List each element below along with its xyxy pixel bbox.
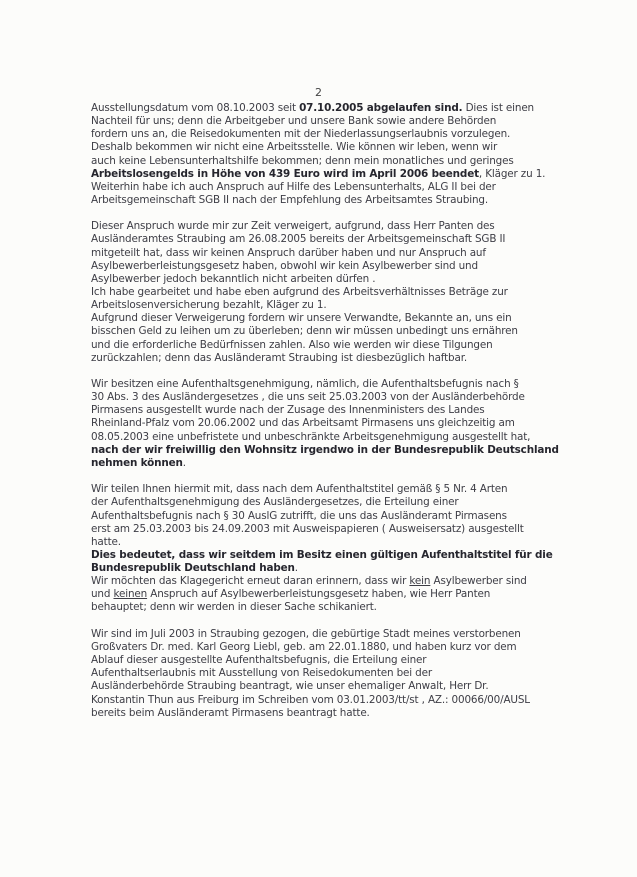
bold-text: nehmen können [91, 456, 183, 469]
text-segment: Ich habe gearbeitet und habe eben aufgrund des Arbeitsverhältnisses Beträge zur [91, 286, 508, 299]
text-segment: mitgeteilt hat, dass wir keinen Anspruch darüber haben und nur Anspruch auf [91, 246, 486, 259]
text-line [91, 641, 571, 654]
text-line [91, 102, 571, 115]
paragraph [91, 220, 571, 365]
text-line [91, 339, 571, 352]
text-segment: behauptet; denn wir werden in dieser Sache schikaniert. [91, 601, 377, 614]
underlined-text: kein [409, 575, 431, 588]
text-segment: Dieser Anspruch wurde mir zur Zeit verweigert, aufgrund, dass Herr Panten des [91, 220, 495, 233]
bold-text: Bundesrepublik Deutschland haben [91, 562, 295, 575]
text-segment: Großvaters Dr. med. Karl Georg Liebl, geb. am 22.01.1880, und haben kurz vor dem [91, 640, 517, 653]
text-segment: und [91, 588, 114, 601]
text-line [91, 155, 571, 168]
text-segment: Dies ist einen [462, 102, 534, 114]
text-segment: . [294, 562, 298, 575]
paragraph-gap [91, 470, 571, 483]
paragraph [91, 378, 571, 470]
text-line [91, 325, 571, 338]
document-body [91, 102, 571, 720]
text-line [91, 707, 571, 720]
text-segment: 30 Abs. 3 des Ausländergesetzes , die uns seit 25.03.2003 von der Ausländerbehörde [91, 391, 525, 404]
bold-text: nach der wir freiwillig den Wohnsitz irgendwo in der Bundesrepublik Deutschland [91, 443, 559, 456]
text-line [91, 562, 571, 575]
text-segment: Asylbewerberleistungsgesetz haben, obwohl wir kein Asylbewerber sind und [91, 259, 478, 272]
text-segment: Rheinland-Pfalz vom 20.06.2002 und das Arbeitsamt Pirmasens uns gleichzeitig am [91, 417, 515, 430]
paragraph-gap [91, 207, 571, 220]
text-segment: der Aufenthaltsgenehmigung des Ausländergesetzes, die Erteilung einer [91, 496, 459, 509]
text-segment: Weiterhin habe ich auch Anspruch auf Hilfe des Lebensunterhalts, ALG II bei der [91, 180, 496, 193]
text-line [91, 233, 571, 246]
text-line [91, 378, 571, 391]
text-segment: Wir besitzen eine Aufenthaltsgenehmigung, nämlich, die Aufenthaltsbefugnis nach § [91, 378, 519, 391]
text-segment: erst am 25.03.2003 bis 24.09.2003 mit Ausweispapieren ( Ausweisersatz) ausgestellt [91, 522, 524, 535]
bold-text: 07.10.2005 abgelaufen sind. [299, 102, 463, 114]
text-segment: zurückzahlen; denn das Ausländeramt Straubing ist diesbezüglich haftbar. [91, 351, 468, 364]
text-line [91, 299, 571, 312]
text-line [91, 115, 571, 128]
text-line [91, 417, 571, 430]
text-line [91, 181, 571, 194]
text-segment: Ausländeramtes Straubing am 26.08.2005 bereits der Arbeitsgemeinschaft SGB II [91, 233, 506, 246]
text-line [91, 128, 571, 141]
text-line [91, 141, 571, 154]
text-line [91, 667, 571, 680]
text-line [91, 273, 571, 286]
text-segment: Arbeitsgemeinschaft SGB II nach der Empfehlung des Arbeitsamtes Straubing. [91, 193, 489, 206]
text-segment: Wir möchten das Klagegericht erneut daran erinnern, dass wir [91, 575, 410, 588]
text-line [91, 312, 571, 325]
paragraph-gap [91, 615, 571, 628]
text-segment: Wir teilen Ihnen hiermit mit, dass nach dem Aufenthaltstitel gemäß § 5 Nr. 4 Arten [91, 483, 508, 496]
paragraph [91, 628, 571, 720]
text-segment: Konstantin Thun aus Freiburg im Schreiben vom 03.01.2003/tt/st , AZ.: 00066/00/AUSL [91, 693, 530, 706]
underlined-text: keinen [113, 588, 148, 601]
text-line [91, 483, 571, 496]
text-segment: 08.05.2003 eine unbefristete und unbeschränkte Arbeitsgenehmigung ausgestellt hat, [91, 430, 531, 443]
text-segment: Aufgrund dieser Verweigerung fordern wir unsere Verwandte, Bekannte an, uns ein [91, 312, 512, 325]
text-line [91, 431, 571, 444]
text-segment: bereits beim Ausländeramt Pirmasens beantragt hatte. [91, 706, 370, 719]
text-line [91, 247, 571, 260]
text-segment: hatte. [91, 535, 121, 548]
text-line [91, 496, 571, 509]
text-segment: Anspruch auf Asylbewerberleistungsgesetz haben, wie Herr Panten [147, 588, 491, 601]
text-segment: bisschen Geld zu leihen um zu überleben; denn wir müssen unbedingt uns ernähren [91, 325, 518, 338]
text-line [91, 654, 571, 667]
text-segment: Pirmasens ausgestellt wurde nach der Zusage des Innenministers des Landes [91, 404, 485, 417]
paragraph [91, 102, 571, 207]
text-segment: Ausstellungsdatum vom 08.10.2003 seit [91, 102, 300, 114]
text-segment: fordern uns an, die Reisedokumenten mit der Niederlassungserlaubnis vorzulegen. [91, 128, 511, 141]
text-segment: Ausländerbehörde Straubing beantragt, wie unser ehemaliger Anwalt, Herr Dr. [91, 680, 489, 693]
text-segment: Wir sind im Juli 2003 in Straubing gezogen, die gebürtige Stadt meines verstorbenen [91, 627, 521, 640]
text-segment: auch keine Lebensunterhaltshilfe bekommen; denn mein monatliches und geringes [91, 154, 514, 167]
text-segment: , Kläger zu 1. [478, 167, 546, 180]
text-line [91, 457, 571, 470]
text-segment: Nachteil für uns; denn die Arbeitgeber und unsere Bank sowie andere Behörden [91, 115, 497, 128]
bold-text: Dies bedeutet, dass wir seitdem im Besitz einen gültigen Aufenthaltstitel für die [91, 548, 553, 561]
text-line [91, 694, 571, 707]
text-line [91, 588, 571, 601]
text-line [91, 220, 571, 233]
text-line [91, 601, 571, 614]
text-line [91, 391, 571, 404]
bold-text: Arbeitslosengelds in Höhe von 439 Euro wird im April 2006 beendet [91, 167, 479, 180]
text-line [91, 680, 571, 693]
text-line [91, 510, 571, 523]
text-line [91, 549, 571, 562]
text-segment: Aufenthaltsbefugnis nach § 30 AuslG zutrifft, die uns das Ausländeramt Pirmasens [91, 509, 507, 522]
text-segment: Deshalb bekommen wir nicht eine Arbeitsstelle. Wie können wir leben, wenn wir [91, 141, 498, 154]
text-line [91, 575, 571, 588]
text-line [91, 352, 571, 365]
text-segment: Ablauf dieser ausgestellte Aufenthaltsbefugnis, die Erteilung einer [91, 654, 427, 667]
text-line [91, 628, 571, 641]
page-number: 2 [315, 86, 322, 99]
text-line [91, 523, 571, 536]
text-line [91, 286, 571, 299]
text-segment: Aufenthaltserlaubnis mit Ausstellung von Reisedokumenten bei der [91, 667, 432, 680]
text-line [91, 536, 571, 549]
text-line [91, 444, 571, 457]
text-segment: Asylbewerber jedoch bekanntlich nicht arbeiten dürfen . [91, 272, 376, 285]
text-segment: Arbeitslosenversicherung bezahlt, Kläger zu 1. [91, 299, 327, 312]
text-line [91, 404, 571, 417]
paragraph-gap [91, 365, 571, 378]
text-segment: Asylbewerber sind [430, 575, 527, 588]
paragraph [91, 483, 571, 614]
text-segment: und die erforderliche Bedürfnissen zahlen. Also wie werden wir diese Tilgungen [91, 338, 493, 351]
text-line [91, 260, 571, 273]
text-segment: . [182, 456, 186, 469]
text-line [91, 168, 571, 181]
text-line [91, 194, 571, 207]
